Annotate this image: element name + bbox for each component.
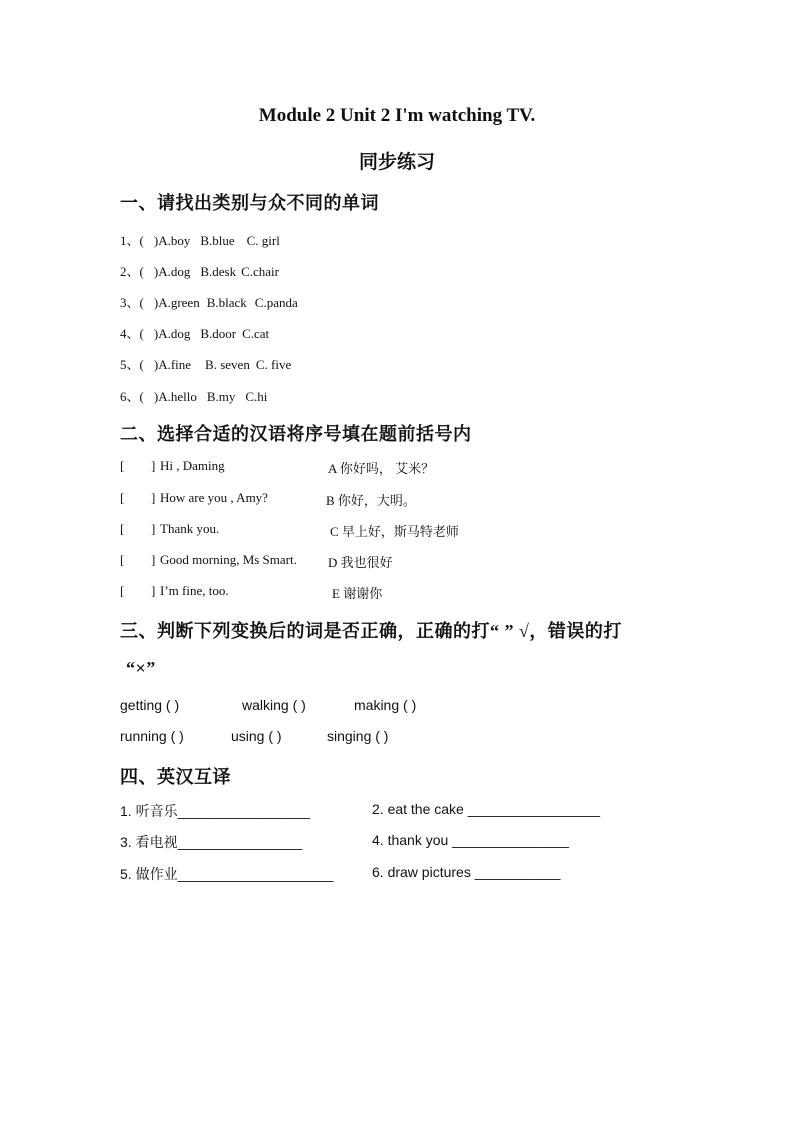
chinese-option: D 我也很好 — [328, 555, 393, 570]
option-c: C.hi — [245, 389, 268, 404]
item-number: 6、( — [120, 389, 144, 404]
option-b: B. seven — [205, 357, 250, 372]
translate-item-2: 2. eat the cake _________________ — [372, 801, 601, 817]
section1-item-6 — [120, 386, 267, 405]
chinese-option: E 谢谢你 — [332, 586, 383, 601]
judge-item-making: making ( ) — [354, 697, 417, 713]
option-a: A.boy — [158, 233, 191, 248]
item-paren-close: ) — [153, 389, 159, 404]
item-number: 5、( — [120, 357, 144, 372]
chinese-option: A 你好吗， 艾米？ — [328, 461, 435, 476]
item-paren-close: ) — [153, 295, 159, 310]
option-b: B.my — [206, 389, 236, 404]
option-b: B.desk — [200, 264, 237, 279]
option-b: B.black — [206, 295, 247, 310]
judge-item-getting: getting ( ) — [120, 697, 180, 713]
judge-item-singing: singing ( ) — [327, 728, 389, 744]
english-phrase: Good morning, Ms Smart. — [160, 552, 297, 567]
option-a: A.dog — [158, 264, 191, 279]
english-phrase: How are you , Amy? — [160, 490, 268, 505]
item-number: 4、( — [120, 326, 144, 341]
english-phrase: I’m fine, too. — [160, 583, 229, 598]
bracket-close: ] — [151, 490, 156, 505]
item-number: 3、( — [120, 295, 144, 310]
translate-item-1: 1. 听音乐_________________ — [120, 803, 310, 819]
english-phrase: Thank you. — [160, 521, 220, 536]
judge-item-using: using ( ) — [231, 728, 282, 744]
english-phrase: Hi , Daming — [160, 458, 225, 473]
chinese-option: C 早上好，斯马特老师 — [330, 524, 459, 539]
item-number: 2、( — [120, 264, 144, 279]
option-a: A.green — [158, 295, 200, 310]
section3-heading-cont: “×” — [126, 658, 156, 678]
bracket-close: ] — [151, 583, 156, 598]
section4-heading: 四、英汉互译 — [120, 767, 231, 787]
item-paren-close: ) — [153, 326, 159, 341]
bracket-close: ] — [151, 552, 156, 567]
section1-item-2 — [120, 261, 279, 280]
bracket-open: [ — [120, 490, 125, 505]
section1-item-4 — [120, 323, 269, 342]
option-c: C. girl — [246, 233, 280, 248]
option-a: A.hello — [158, 389, 197, 404]
bracket-open: [ — [120, 458, 125, 473]
item-paren-close: ) — [153, 233, 159, 248]
bracket-open: [ — [120, 583, 125, 598]
page-title: Module 2 Unit 2 I'm watching TV. — [258, 105, 536, 126]
option-a: A.dog — [158, 326, 191, 341]
option-c: C.panda — [254, 295, 298, 310]
option-b: B.door — [200, 326, 237, 341]
item-number: 1、( — [120, 233, 144, 248]
option-b: B.blue — [200, 233, 235, 248]
translate-item-3: 3. 看电视________________ — [120, 834, 303, 850]
item-paren-close: ) — [153, 357, 159, 372]
chinese-option: B 你好，大明。 — [326, 493, 416, 508]
item-paren-close: ) — [153, 264, 159, 279]
section3-heading: 三、判断下列变换后的词是否正确，正确的打“ ” √，错误的打 — [120, 621, 622, 641]
section1-item-3 — [120, 292, 298, 311]
bracket-close: ] — [151, 458, 156, 473]
judge-item-running: running ( ) — [120, 728, 184, 744]
translate-item-5: 5. 做作业____________________ — [120, 866, 334, 882]
bracket-open: [ — [120, 552, 125, 567]
option-c: C. five — [255, 357, 292, 372]
option-a: A.fine — [158, 357, 192, 372]
section1-item-5 — [120, 354, 291, 373]
option-c: C.cat — [242, 326, 270, 341]
section2-heading: 二、选择合适的汉语将序号填在题前括号内 — [120, 424, 472, 444]
judge-item-walking: walking ( ) — [242, 697, 306, 713]
page-subtitle: 同步练习 — [358, 152, 435, 173]
translate-item-6: 6. draw pictures ___________ — [372, 864, 561, 880]
bracket-close: ] — [151, 521, 156, 536]
translate-item-4: 4. thank you _______________ — [372, 832, 569, 848]
bracket-open: [ — [120, 521, 125, 536]
section1-item-1 — [120, 230, 280, 249]
option-c: C.chair — [241, 264, 279, 279]
section1-heading: 一、请找出类别与众不同的单词 — [120, 193, 379, 213]
